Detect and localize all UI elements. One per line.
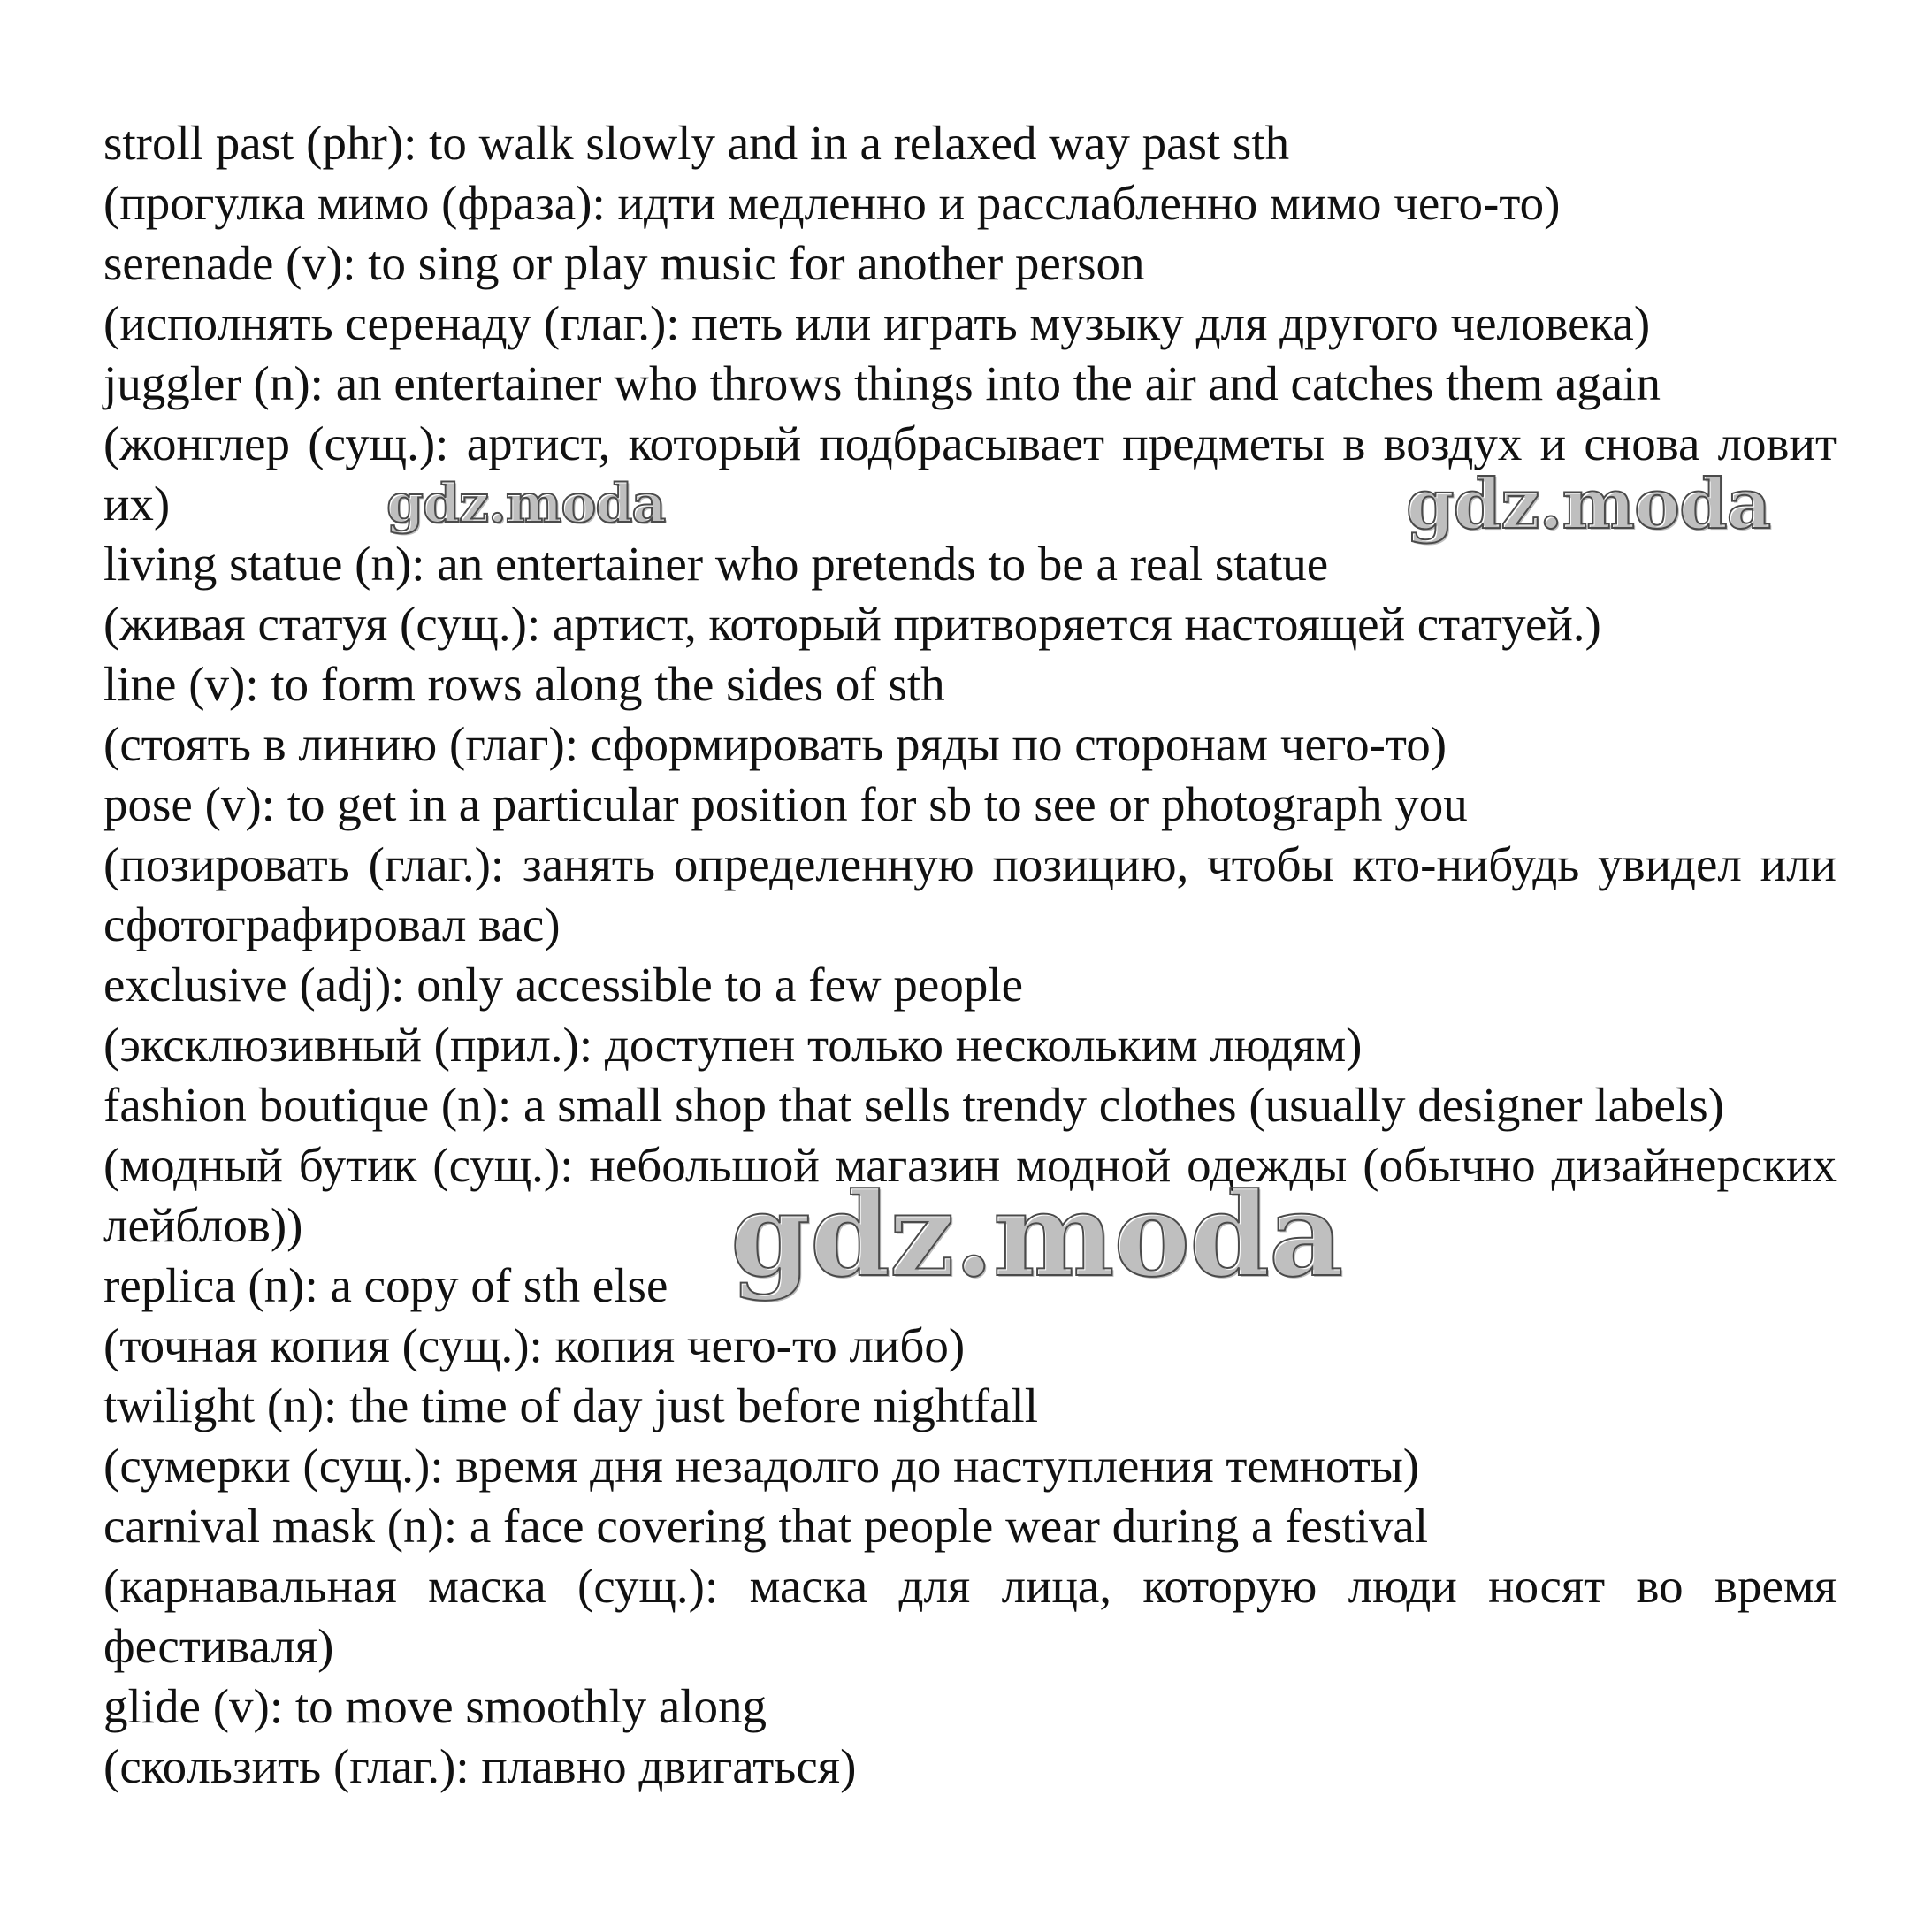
watermark-medium: gdz.moda xyxy=(1406,464,1771,545)
glossary-translation-line: (сумерки (сущ.): время дня незадолго до наступления темноты) xyxy=(103,1439,1420,1493)
glossary-term-line: twilight (n): the time of day just before nightfall xyxy=(103,1379,1038,1432)
watermark-large: gdz.moda xyxy=(730,1167,1343,1302)
glossary-translation-line: (скользить (глаг.): плавно двигаться) xyxy=(103,1739,857,1793)
glossary-term-line: fashion boutique (n): a small shop that sells trendy clothes (usually designer labels) xyxy=(103,1078,1724,1132)
glossary-term-line: stroll past (phr): to walk slowly and in a relaxed way past sth xyxy=(103,116,1290,170)
glossary-translation-line: (позировать (глаг.): занять определенную позицию, чтобы кто-нибудь увидел или сфотографировал вас) xyxy=(103,837,1837,951)
glossary-term-line: exclusive (adj): only accessible to a few people xyxy=(103,958,1024,1012)
glossary-translation-line: (исполнять серенаду (глаг.): петь или играть музыку для другого человека) xyxy=(103,296,1651,350)
glossary-term-line: line (v): to form rows along the sides of sth xyxy=(103,657,945,711)
glossary-translation-line: (модный бутик (сущ.): небольшой магазин модной одежды (обычно дизайнерских лейблов)) xyxy=(103,1138,1837,1252)
glossary-term-line: living statue (n): an entertainer who pretends to be a real statue xyxy=(103,537,1329,591)
glossary-translation-line: (живая статуя (сущ.): артист, который притворяется настоящей статуей.) xyxy=(103,597,1601,651)
glossary-translation-line: (прогулка мимо (фраза): идти медленно и расслабленно мимо чего-то) xyxy=(103,176,1561,230)
glossary-translation-line: (точная копия (сущ.): копия чего-то либо) xyxy=(103,1318,966,1372)
glossary-term-line: juggler (n): an entertainer who throws things into the air and catches them again xyxy=(103,356,1661,410)
glossary-list xyxy=(103,113,1837,1797)
glossary-translation-line: (стоять в линию (глаг): сформировать ряды по сторонам чего-то) xyxy=(103,717,1447,771)
glossary-term-line: glide (v): to move smoothly along xyxy=(103,1679,767,1733)
glossary-term-line: serenade (v): to sing or play music for another person xyxy=(103,236,1145,290)
glossary-term-line: pose (v): to get in a particular position for sb to see or photograph you xyxy=(103,777,1468,831)
glossary-translation-line: (карнавальная маска (сущ.): маска для лица, которую люди носят во время фестиваля) xyxy=(103,1559,1837,1673)
glossary-term-line: replica (n): a copy of sth else xyxy=(103,1258,668,1312)
watermark-small: gdz.moda xyxy=(386,473,666,535)
glossary-translation-line: (эксклюзивный (прил.): доступен только нескольким людям) xyxy=(103,1018,1363,1072)
glossary-translation-line: (жонглер (сущ.): артист, который подбрасывает предметы в воздух и снова ловит их) xyxy=(103,416,1837,531)
glossary-term-line: carnival mask (n): a face covering that people wear during a festival xyxy=(103,1499,1429,1553)
